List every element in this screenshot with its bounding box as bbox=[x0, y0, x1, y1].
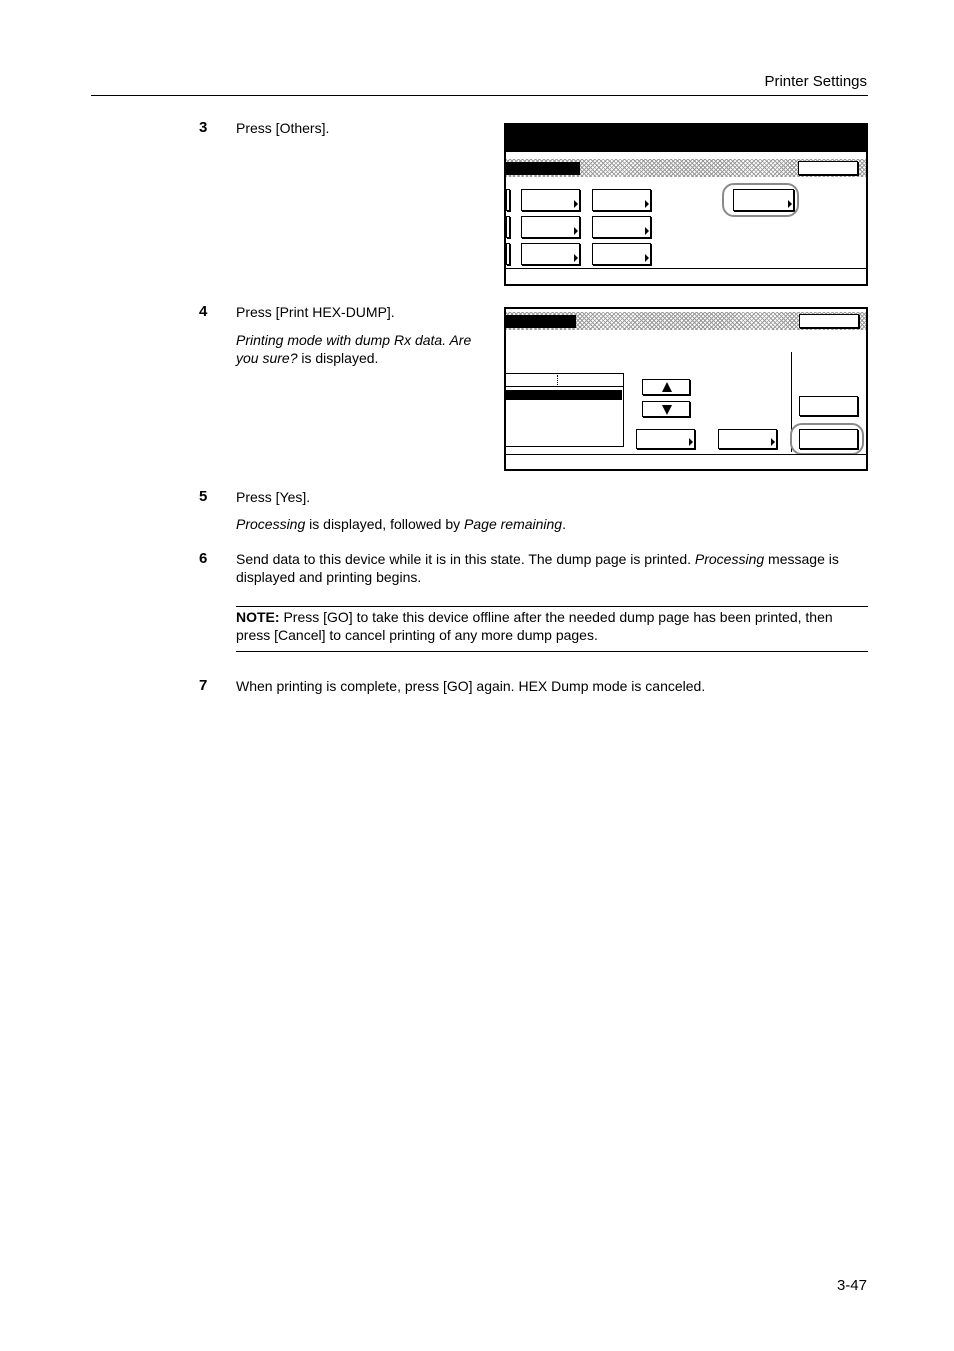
action-button-1[interactable] bbox=[636, 429, 695, 449]
step-text-4: Press [Print HEX-DUMP]. bbox=[236, 304, 395, 320]
note-bottom-rule bbox=[236, 651, 868, 652]
screen-title-bar bbox=[506, 125, 866, 152]
menu-button-6[interactable] bbox=[592, 243, 651, 265]
step-text-6-part1: Send data to this device while it is in this state. The dump page is printed. bbox=[236, 551, 695, 567]
note-label: NOTE: bbox=[236, 609, 280, 625]
lcd-screen-others bbox=[504, 123, 868, 286]
header-rule bbox=[91, 95, 868, 96]
active-tab bbox=[506, 315, 576, 328]
highlight-others bbox=[722, 183, 799, 217]
edge-button-1[interactable] bbox=[506, 189, 510, 211]
step-detail-5-mid: is displayed, followed by bbox=[305, 516, 465, 532]
note-text: Press [GO] to take this device offline after the needed dump page has been printed, then press [Cancel] to cancel printing of any more dump pages. bbox=[236, 609, 833, 643]
step-number-6: 6 bbox=[199, 550, 208, 567]
list-header-divider bbox=[506, 386, 624, 387]
arrow-right-icon bbox=[689, 438, 693, 446]
arrow-right-icon bbox=[771, 438, 775, 446]
arrow-right-icon bbox=[574, 254, 578, 262]
close-button[interactable] bbox=[799, 314, 859, 328]
arrow-right-icon bbox=[645, 227, 649, 235]
arrow-right-icon bbox=[645, 254, 649, 262]
header-title: Printer Settings bbox=[764, 73, 867, 90]
arrow-right-icon bbox=[574, 227, 578, 235]
step-number-5: 5 bbox=[199, 488, 208, 505]
page-remaining-message: Page remaining bbox=[464, 516, 563, 532]
highlight-print-hex-dump bbox=[790, 423, 864, 455]
arrow-down-icon bbox=[662, 405, 672, 415]
arrow-right-icon bbox=[574, 200, 578, 208]
step-text-7: When printing is complete, press [GO] again. HEX Dump mode is canceled. bbox=[236, 678, 706, 694]
step-number-3: 3 bbox=[199, 119, 208, 136]
menu-button-3[interactable] bbox=[521, 216, 580, 238]
step-text-3: Press [Others]. bbox=[236, 120, 330, 136]
close-button[interactable] bbox=[798, 161, 858, 175]
step-detail-5 bbox=[236, 515, 868, 533]
action-button-2[interactable] bbox=[718, 429, 777, 449]
processing-message: Processing bbox=[236, 516, 306, 532]
note-top-rule bbox=[236, 606, 868, 607]
scroll-down-button[interactable] bbox=[642, 401, 690, 417]
step-detail-5-end: . bbox=[562, 516, 566, 532]
arrow-right-icon bbox=[645, 200, 649, 208]
status-divider bbox=[506, 268, 866, 269]
processing-message-2: Processing bbox=[694, 551, 765, 567]
edge-button-2[interactable] bbox=[506, 216, 510, 238]
note-box bbox=[236, 608, 868, 644]
step-number-4: 4 bbox=[199, 303, 208, 320]
menu-button-4[interactable] bbox=[592, 216, 651, 238]
side-button-1[interactable] bbox=[799, 396, 858, 416]
page-number: 3-47 bbox=[836, 1277, 867, 1294]
list-selected-row[interactable] bbox=[506, 390, 622, 400]
step-detail-4 bbox=[236, 331, 486, 367]
menu-button-2[interactable] bbox=[592, 189, 651, 211]
step-text-6-part2: message is displayed and printing begins. bbox=[236, 551, 839, 585]
confirm-message: Printing mode with dump Rx data. Are you sure? bbox=[236, 332, 472, 366]
menu-button-1[interactable] bbox=[521, 189, 580, 211]
step-text-6 bbox=[236, 550, 868, 586]
list-column-divider bbox=[557, 375, 559, 385]
step-text-5: Press [Yes]. bbox=[236, 489, 311, 505]
status-divider bbox=[506, 454, 866, 455]
step-detail-4-rest: is displayed. bbox=[297, 350, 379, 366]
menu-button-5[interactable] bbox=[521, 243, 580, 265]
arrow-up-icon bbox=[662, 382, 672, 392]
edge-button-3[interactable] bbox=[506, 243, 510, 265]
scroll-up-button[interactable] bbox=[642, 379, 690, 395]
active-tab bbox=[506, 162, 580, 175]
lcd-screen-hexdump bbox=[504, 307, 868, 471]
step-number-7: 7 bbox=[199, 677, 208, 694]
list-box[interactable] bbox=[506, 373, 624, 447]
